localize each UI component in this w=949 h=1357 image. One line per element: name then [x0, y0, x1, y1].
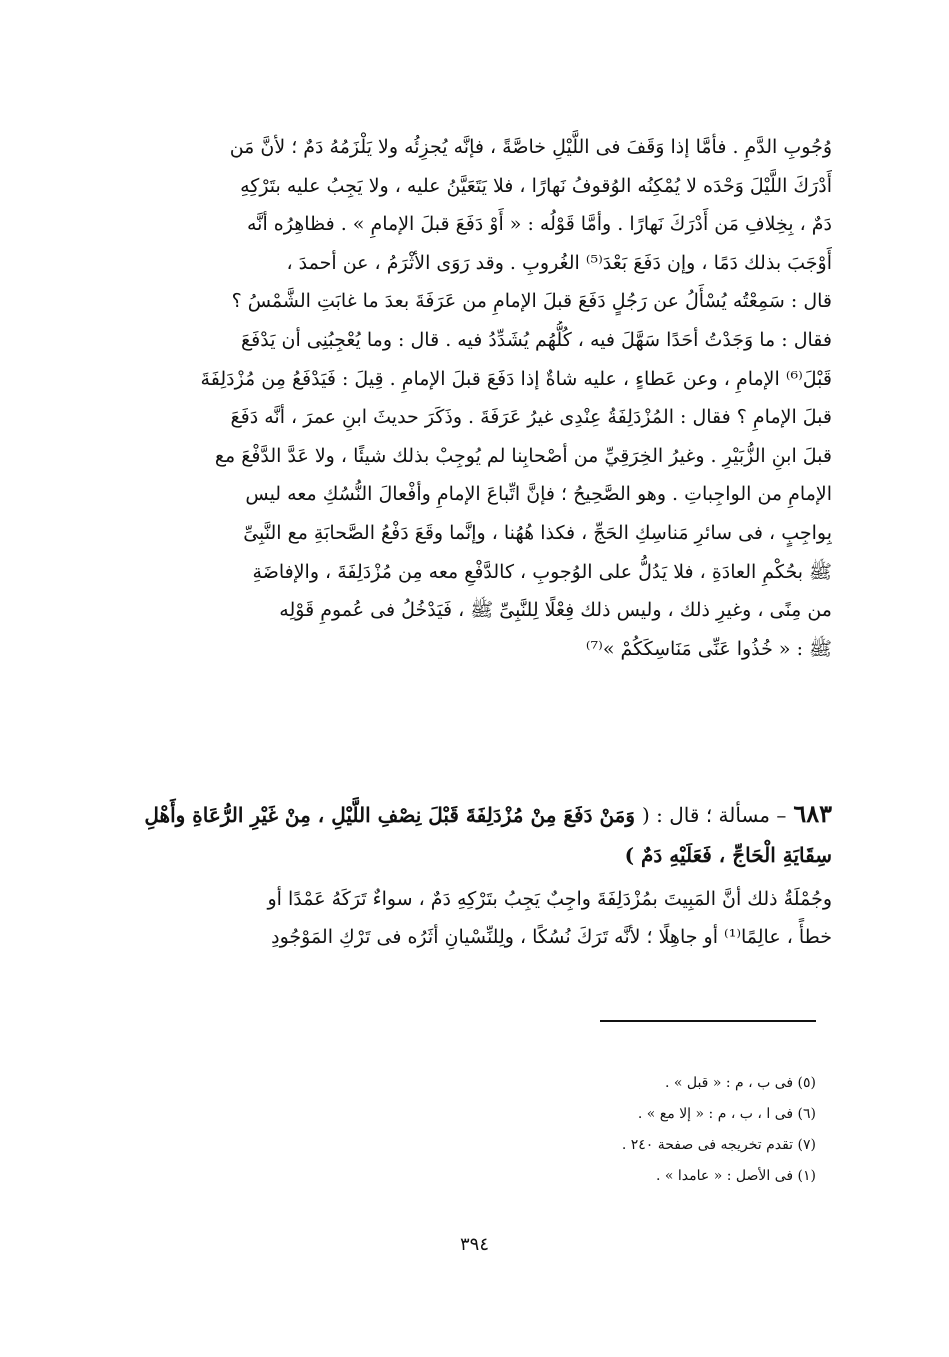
main-paragraph	[116, 128, 832, 668]
text-line: قبلَ ابنِ الزُّبَيْرِ . وغيرُ الخِرَقِيِّ من أصْحابِنا لم يُوجِبْ بذلك شيئًا ، ولا عَدَّ الدَّفْعَ مع	[214, 444, 832, 467]
text-line: ﷺ بحُكْمِ العادَةِ ، فلا يَدُلُّ على الوُجوبِ ، كالدَّفْعِ معه مِن مُزْدَلِفَةَ ، والإفاضَةِ	[252, 560, 832, 583]
commentary-paragraph	[116, 880, 832, 956]
footnote-divider	[600, 1020, 816, 1022]
masala-number: ٦٨٣	[793, 799, 832, 828]
text-line: الإمامِ من الواجِباتِ . وهو الصَّحِيحُ ؛ فإنَّ اتِّباعَ الإمامِ وأفْعالَ النُّسُكِ معه ليس	[245, 483, 832, 506]
footnotes	[400, 1068, 816, 1192]
text-line: أَدْرَكَ اللَّيْلَ وَحْدَه لا يُمْكِنُه الوُقوفُ نَهارًا ، فلا يَتَعَيَّنُ عليه ، ولا يَجِبُ عليه بتَرْكِهِ	[240, 174, 832, 197]
text-line: وُجُوبِ الدَّمِ . فأمَّا إذا وَقَفَ فى اللَّيْلِ خاصَّةً ، فإنَّه يُجزِئُه ولا يَلْزَمُهُ دَمٌ ؛ لأنَّ مَن	[229, 136, 832, 158]
footnote: (٧) تقدم تخريجه فى صفحة ٢٤٠ .	[621, 1137, 816, 1153]
footnote: (٥) فى ب ، م : « قبل » .	[664, 1075, 816, 1091]
text-line: قبلَ الإمامِ ؟ فقال : المُزْدَلِفَةُ عِنْدِى غيرُ عَرَفَةَ . وذَكَرَ حديثَ ابنِ عمرَ ، أنَّه دَفَعَ	[230, 406, 832, 429]
masala-text: وَمَنْ دَفَعَ مِنْ مُزْدَلِفَةَ قَبْلَ نِصْفِ اللَّيْلِ ، مِنْ غَيْرِ الرُّعَاةِ وأَهْلِ سِقَايَةِ الْحَاجِّ ، فَعَلَيْهِ دَمٌ )	[144, 803, 832, 867]
text-line: خطأً ، عالِمًا⁽¹⁾ أو جاهِلًا ؛ لأنَّه تَرَكَ نُسُكًا ، ولِلنِّسْيانِ أثَرُه فى تَرْكِ المَوْجُودِ	[271, 926, 832, 948]
footnote: (٦) فى ا ، ب ، م : « إلا مع » .	[637, 1106, 816, 1122]
text-line: دَمٌ ، بِخِلافِ مَن أَدْرَكَ نَهارًا . وأمَّا قَوْلُه : « أَوْ دَفَعَ قبلَ الإمامِ » . فظاهِرُه أنَّه	[246, 213, 832, 236]
text-line: ﷺ : « خُذُوا عَنِّى مَنَاسِكَكُمْ »⁽⁷⁾	[585, 637, 832, 660]
page-number: ٣٩٤	[459, 1234, 489, 1255]
footnote: (١) فى الأصل : « عامدا » .	[656, 1168, 816, 1184]
text-line: فقال : ما وَجَدْتُ أحَدًا سَهَّلَ فيه ، كُلُّهُم يُشَدِّدُ فيه . قال : وما يُعْجِبُنِى أن يَدْفَعَ	[241, 328, 832, 351]
text-line: بِواجِبٍ ، فى سائرِ مَناسِكِ الحَجِّ ، فكذا هُهُنا ، وإنَّما وقَعَ دَفْعُ الصَّحابَةِ مع النَّبِىِّ	[243, 521, 832, 544]
text-line: وجُمْلَةُ ذلك أنَّ المَبِيتَ بمُزْدَلِفَةَ واجِبٌ يَجِبُ بتَرْكِهِ دَمٌ ، سواءٌ تَرَكَهُ عَمْدًا أو	[267, 888, 832, 910]
text-line: قال : سَمِعْتُه يُسْأَلُ عن رَجُلٍ دَفَعَ قبلَ الإمامِ من عَرَفَةَ بعدَ ما غابَتِ الشَّمْسُ ؟	[231, 290, 832, 313]
text-line: من مِنًى ، وغيرِ ذلك ، وليس ذلك فِعْلًا لِلنَّبِىِّ ﷺ ، فَيَدْخُلُ فى عُمومِ قَوْلِه	[279, 599, 832, 622]
text-line: أَوْجَبَ بذلك دَمًا ، وإن دَفَعَ بَعْدَ⁽⁵⁾ الغُروبِ . وقد رَوَى الأثْرَمُ ، عن أحمدَ ،	[286, 251, 832, 274]
masala-intro: – مسألة ؛ قال : (	[642, 803, 787, 827]
text-line: قَبْلَ⁽⁶⁾ الإمامِ ، وعن عَطاءٍ ، عليه شاةٌ إذا دَفَعَ قبلَ الإمامِ . قِيلَ : فَيَدْفَعُ مِن مُزْدَلِفَةَ	[200, 367, 832, 390]
masala-heading	[116, 794, 832, 875]
